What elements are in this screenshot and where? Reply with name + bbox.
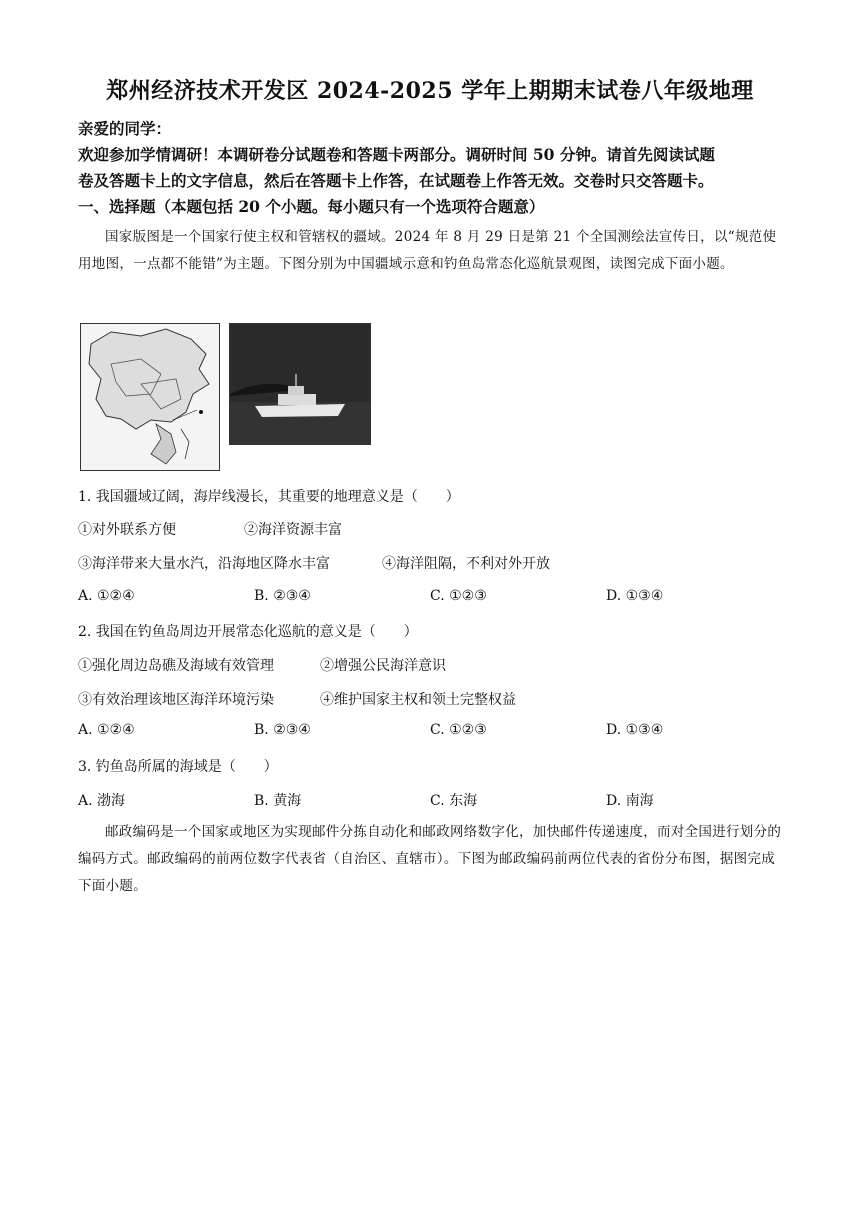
q2-statement-4: ④维护国家主权和领土完整权益 xyxy=(320,692,516,708)
q2-option-c[interactable]: C. ①②③ xyxy=(430,722,487,738)
question-3-stem: 3. 钓鱼岛所属的海域是（ ） xyxy=(78,759,278,775)
q1-statement-2: ②海洋资源丰富 xyxy=(244,522,342,538)
q2-option-a[interactable]: A. ①②④ xyxy=(78,722,135,738)
q3-option-b[interactable]: B. 黄海 xyxy=(254,793,302,809)
page-title: 郑州经济技术开发区 2024-2025 学年上期期末试卷八年级地理 xyxy=(106,78,754,104)
q1-option-c[interactable]: C. ①②③ xyxy=(430,588,487,604)
q1-statement-4: ④海洋阻隔，不利对外开放 xyxy=(382,556,550,572)
section-heading: 一、选择题（本题包括 20 个小题。每小题只有一个选项符合题意） xyxy=(78,197,545,216)
map-icon xyxy=(81,324,219,470)
q1-option-d[interactable]: D. ①③④ xyxy=(606,588,664,604)
q1-option-b[interactable]: B. ②③④ xyxy=(254,588,311,604)
q3-option-c[interactable]: C. 东海 xyxy=(430,793,478,809)
patrol-ship-photo xyxy=(229,323,371,445)
q1-statement-3: ③海洋带来大量水汽，沿海地区降水丰富 xyxy=(78,556,330,572)
instruction-line-1: 欢迎参加学情调研！本调研卷分试题卷和答题卡两部分。调研时间 50 分钟。请首先阅读试题 xyxy=(78,145,715,164)
q2-statement-1: ①强化周边岛礁及海域有效管理 xyxy=(78,658,274,674)
ship-icon xyxy=(230,324,370,444)
q2-statement-2: ②增强公民海洋意识 xyxy=(320,658,446,674)
q2-option-b[interactable]: B. ②③④ xyxy=(254,722,311,738)
passage-postal-code: 邮政编码是一个国家或地区为实现邮件分拣自动化和邮政网络数字化，加快邮件传递速度，而对全国进行划分的编码方式。邮政编码的前两位数字代表省（自治区、直辖市）。下图为邮政编码前两位代表的省份分布图，据图完成下面小题。 xyxy=(78,824,782,894)
greeting: 亲爱的同学： xyxy=(78,119,172,138)
china-territory-map xyxy=(80,323,220,471)
passage-territory: 国家版图是一个国家行使主权和管辖权的疆域。2024 年 8 月 29 日是第 21 个全国测绘法宣传日，以“规范使用地图，一点都不能错”为主题。下图分别为中国疆域示意和钓鱼岛常态化巡航景观图，读图完成下面小题。 xyxy=(78,229,777,272)
diaoyu-island-marker xyxy=(199,410,203,414)
instruction-line-2: 卷及答题卡上的文字信息，然后在答题卡上作答，在试题卷上作答无效。交卷时只交答题卡。 xyxy=(78,171,714,190)
q2-statement-3: ③有效治理该地区海洋环境污染 xyxy=(78,692,274,708)
q2-option-d[interactable]: D. ①③④ xyxy=(606,722,664,738)
q3-option-a[interactable]: A. 渤海 xyxy=(78,793,126,809)
question-1-stem: 1. 我国疆域辽阔，海岸线漫长，其重要的地理意义是（ ） xyxy=(78,489,460,505)
q1-option-a[interactable]: A. ①②④ xyxy=(78,588,135,604)
question-2-stem: 2. 我国在钓鱼岛周边开展常态化巡航的意义是（ ） xyxy=(78,624,418,640)
q1-statement-1: ①对外联系方便 xyxy=(78,522,176,538)
q3-option-d[interactable]: D. 南海 xyxy=(606,793,654,809)
